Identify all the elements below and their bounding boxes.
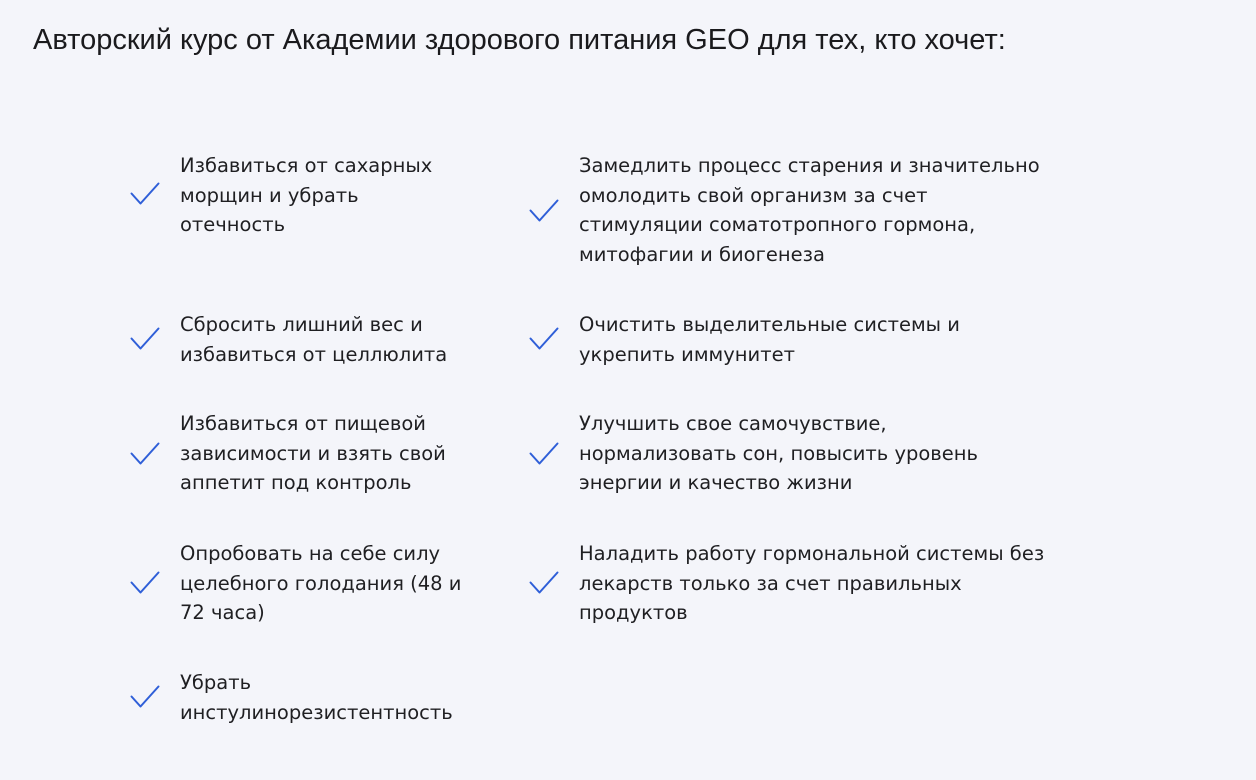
check-icon (529, 327, 559, 351)
check-icon (130, 327, 160, 351)
check-icon (130, 182, 160, 206)
check-icon (529, 199, 559, 223)
benefit-text: Избавиться от сахарных морщин и убрать отечность (180, 154, 433, 236)
check-icon (529, 442, 559, 466)
check-icon (130, 571, 160, 595)
check-icon (130, 685, 160, 709)
benefit-text: Очистить выделительные системы и укрепить иммунитет (579, 313, 960, 366)
benefit-text: Улучшить свое самочувствие, нормализовать сон, повысить уровень энергии и качество жизни (579, 412, 979, 494)
benefit-text: Опробовать на себе силу целебного голодания (48 и 72 часа) (180, 542, 462, 624)
benefit-text: Замедлить процесс старения и значительно омолодить свой организм за счет стимуляции соматотропного гормона, митофагии и биогенеза (579, 154, 1040, 266)
benefit-text: Сбросить лишний вес и избавиться от целлюлита (180, 313, 448, 366)
check-icon (529, 571, 559, 595)
page-title: Авторский курс от Академии здорового питания GEO для тех, кто хочет: (33, 24, 1006, 56)
benefit-text: Избавиться от пищевой зависимости и взять свой аппетит под контроль (180, 412, 446, 494)
benefit-text: Наладить работу гормональной системы без лекарств только за счет правильных продуктов (579, 542, 1045, 624)
check-icon (130, 442, 160, 466)
benefit-text: Убрать инстулинорезистентность (180, 671, 453, 724)
